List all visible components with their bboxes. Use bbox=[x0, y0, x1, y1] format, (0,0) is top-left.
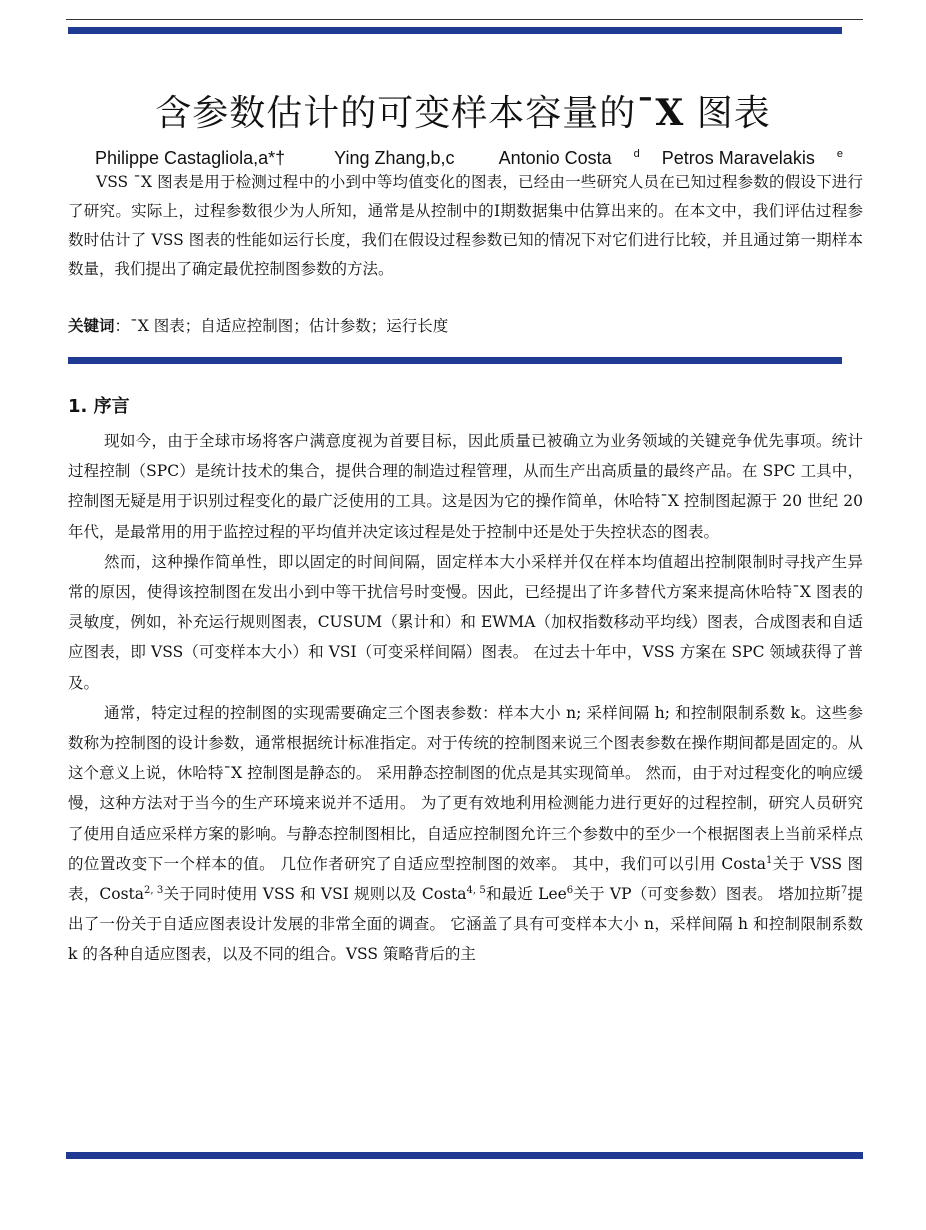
top-bar bbox=[68, 27, 842, 34]
paper-title: 含参数估计的可变样本容量的¯X 图表 bbox=[155, 92, 771, 134]
section-body bbox=[68, 426, 863, 970]
author-list bbox=[95, 146, 875, 170]
section-heading: 1. 序言 bbox=[68, 396, 130, 417]
keywords: 关键词：¯X 图表；自适应控制图；估计参数；运行长度 bbox=[68, 317, 449, 335]
author-4: Petros Maravelakis $^e$ bbox=[661, 148, 843, 168]
author-1: Philippe Castagliola,a*† bbox=[95, 148, 291, 168]
author-2: Ying Zhang,b,c bbox=[334, 148, 455, 168]
author-3: Antonio Costa $^d$ bbox=[498, 148, 640, 168]
keywords-label: 关键词 bbox=[68, 317, 115, 335]
abstract bbox=[68, 168, 863, 284]
paragraph-2: 然而，这种操作简单性，即以固定的时间间隔，固定样本大小采样并仅在样本均值超出控制限制时寻找产生异常的原因，使得该控制图在发出小到中等干扰信号时变慢。因此，已经提出了许多替代方案来提高休哈特¯X 图表的灵敏度，例如，补充运行规则图表，CUSUM（累计和）和 EWMA（加权指数移动平均线）图表，合成图表和自适应图表，即 VSS（可变样本大小）和 VSI（可变采样间隔）图表。 在过去十年中，VSS 方案在 SPC 领域获得了普及。 bbox=[68, 552, 863, 692]
abstract-divider bbox=[68, 357, 842, 364]
paragraph-1: 现如今，由于全球市场将客户满意度视为首要目标，因此质量已被确立为业务领域的关键竞争优先事项。统计过程控制（SPC）是统计技术的集合，提供合理的制造过程管理，从而生产出高质量的最终产品。在 SPC 工具中，控制图无疑是用于识别过程变化的最广泛使用的工具。这是因为它的操作简单，休哈特¯X 控制图起源于 20 世纪 20 年代，是最常用的用于监控过程的平均值并决定该过程是处于控制中还是处于失控状态的图表。 bbox=[68, 432, 863, 541]
abstract-text: VSS ¯X 图表是用于检测过程中的小到中等均值变化的图表，已经由一些研究人员在已知过程参数的假设下进行了研究。实际上，过程参数很少为人所知，通常是从控制中的Ⅰ期数据集中估算出来的。在本文中，我们评估过程参数时估计了 VSS 图表的性能如运行长度，我们在假设过程参数已知的情况下对它们进行比较，并且通过第一期样本数量，我们提出了确定最优控制图参数的方法。 bbox=[68, 173, 863, 278]
xbar-symbol: ¯X bbox=[636, 92, 685, 134]
header-rule bbox=[66, 19, 863, 20]
footer-bar bbox=[66, 1152, 863, 1159]
keywords-text: ¯X 图表；自适应控制图；估计参数；运行长度 bbox=[130, 317, 449, 335]
paragraph-3: 通常，特定过程的控制图的实现需要确定三个图表参数：样本大小 n; 采样间隔 h; 和控制限制系数 k。这些参数称为控制图的设计参数，通常根据统计标准指定。对于传统的控制图来说三个图表参数在操作期间都是固定的。从这个意义上说，休哈特¯X 控制图是静态的。 采用静态控制图的优点是其实现简单。 然而，由于对过程变化的响应缓慢，这种方法对于当今的生产环境来说并不适用。 为了更有效地利用检测能力进行更好的过程控制，研究人员研究了使用自适应采样方案的影响。与静态控制图相比，自适应控制图允许三个参数中的至少一个根据图表上当前采样点的位置改变下一个样本的值。 几位作者研究了自适应型控制图的效率。 其中，我们可以引用 Costa$^1$关于 VSS 图表，Costa$^{2, 3}$关于同时使用 VSS 和 VSI 规则以及 Costa$^{4, 5}$和最近 Lee$^6$关于 VP（可变参数）图表。 塔加拉斯$^7$提出了一份关于自适应图表设计发展的非常全面的调查。 它涵盖了具有可变样本大小 n，采样间隔 h 和控制限制系数 k 的各种自适应图表，以及不同的组合。VSS 策略背后的主 bbox=[68, 703, 863, 964]
